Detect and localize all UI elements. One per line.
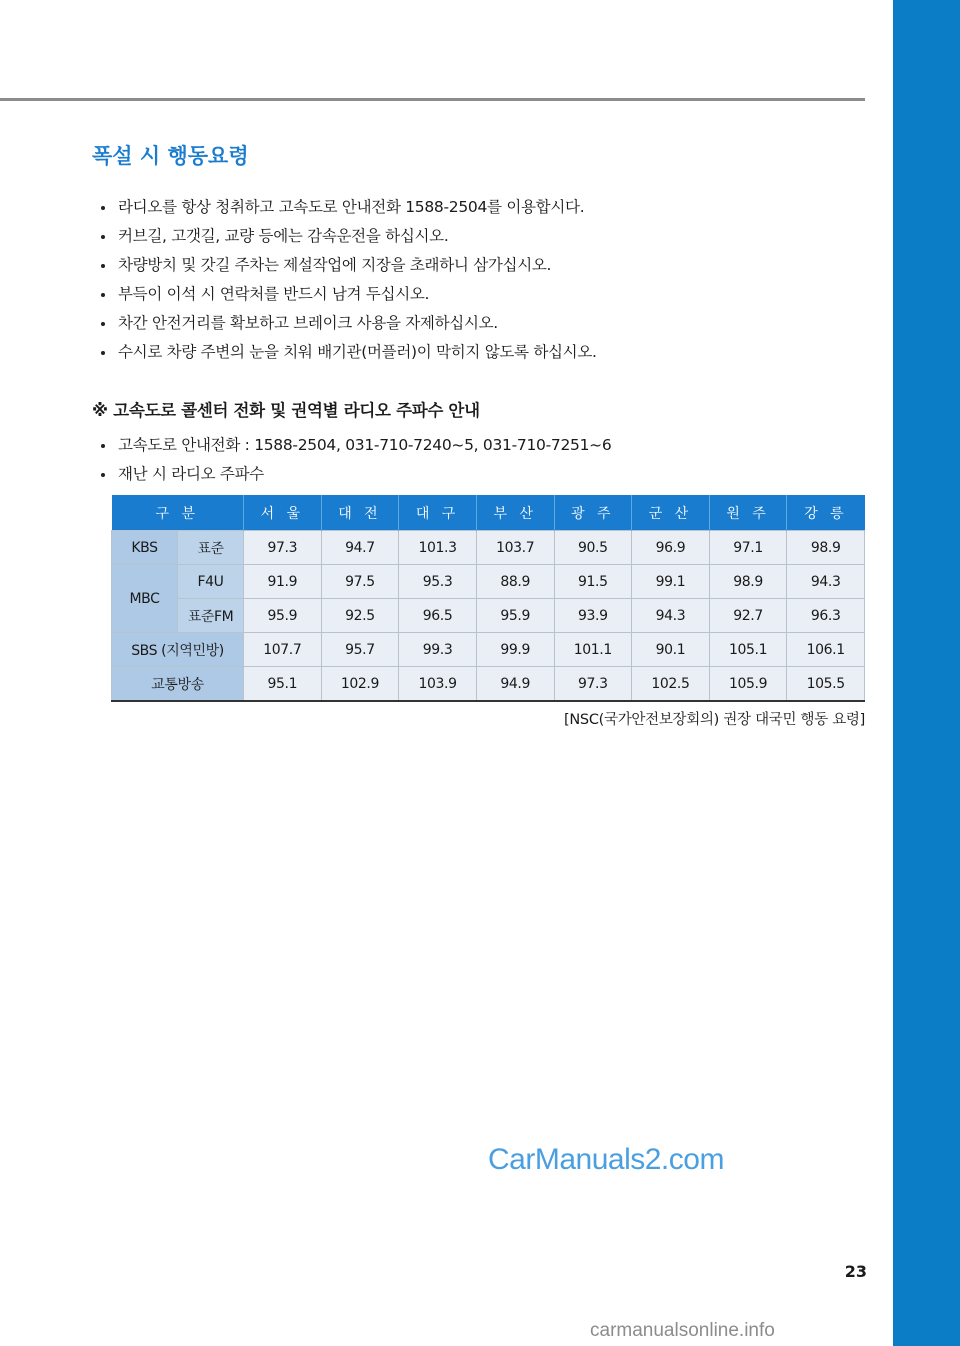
- header-cell: 대 구: [399, 495, 477, 531]
- row-sub-label: 표준: [178, 531, 244, 565]
- radio-frequency-table: [111, 495, 865, 702]
- bullet-dot: [101, 206, 105, 210]
- table-cell: 91.9: [244, 565, 322, 599]
- list-item-text: 차간 안전거리를 확보하고 브레이크 사용을 자제하십시오.: [118, 314, 498, 332]
- section-title: 폭설 시 행동요령: [92, 144, 249, 168]
- row-group-label: MBC: [112, 565, 178, 633]
- radio-info-subtitle: ※ 고속도로 콜센터 전화 및 권역별 라디오 주파수 안내: [92, 401, 480, 420]
- table-cell: 95.1: [244, 667, 322, 702]
- header-cell: 원 주: [709, 495, 787, 531]
- table-cell: 102.9: [321, 667, 399, 702]
- table-cell: 103.7: [476, 531, 554, 565]
- table-row: [112, 531, 865, 565]
- list-item-text: 수시로 차량 주변의 눈을 치워 배기관(머플러)이 막히지 않도록 하십시오.: [118, 343, 597, 361]
- table-cell: 96.9: [632, 531, 710, 565]
- row-sub-label: F4U: [178, 565, 244, 599]
- table-cell: 98.9: [709, 565, 787, 599]
- table-cell: 103.9: [399, 667, 477, 702]
- table-cell: 92.7: [709, 599, 787, 633]
- table-cell: 97.5: [321, 565, 399, 599]
- list-item-text: 고속도로 안내전화 : 1588-2504, 031-710-7240~5, 031-710-7251~6: [118, 436, 612, 454]
- table-cell: 94.7: [321, 531, 399, 565]
- table-cell: 88.9: [476, 565, 554, 599]
- table-cell: 95.9: [244, 599, 322, 633]
- table-cell: 106.1: [787, 633, 865, 667]
- table-row: [112, 667, 865, 702]
- bullet-dot: [101, 351, 105, 355]
- table-cell: 105.1: [709, 633, 787, 667]
- table-cell: 105.9: [709, 667, 787, 702]
- table-header-row: [112, 495, 865, 531]
- list-item-text: 부득이 이석 시 연락처를 반드시 남겨 두십시오.: [118, 285, 430, 303]
- bullet-dot: [101, 444, 105, 448]
- header-cell: 군 산: [632, 495, 710, 531]
- table-cell: 102.5: [632, 667, 710, 702]
- list-item: [92, 222, 597, 251]
- header-cell: 대 전: [321, 495, 399, 531]
- table-row: [112, 599, 865, 633]
- bullet-dot: [101, 264, 105, 268]
- table-cell: 96.5: [399, 599, 477, 633]
- list-item-text: 커브길, 고갯길, 교량 등에는 감속운전을 하십시오.: [118, 227, 449, 245]
- list-item: [92, 338, 597, 367]
- header-cell: 서 울: [244, 495, 322, 531]
- table-cell: 92.5: [321, 599, 399, 633]
- source-caption: [NSC(국가안전보장회의) 권장 대국민 행동 요령]: [564, 712, 865, 728]
- list-item: [92, 460, 611, 489]
- list-item-text: 라디오를 항상 청취하고 고속도로 안내전화 1588-2504를 이용합시다.: [118, 198, 585, 216]
- table-cell: 90.1: [632, 633, 710, 667]
- list-item-text: 차량방치 및 갓길 주차는 제설작업에 지장을 초래하니 삼가십시오.: [118, 256, 552, 274]
- table-cell: 94.9: [476, 667, 554, 702]
- table-cell: 94.3: [632, 599, 710, 633]
- list-item: [92, 193, 597, 222]
- table-cell: 101.3: [399, 531, 477, 565]
- header-cell: 광 주: [554, 495, 632, 531]
- table-cell: 99.9: [476, 633, 554, 667]
- table-cell: 98.9: [787, 531, 865, 565]
- bullet-dot: [101, 322, 105, 326]
- row-group-label: KBS: [112, 531, 178, 565]
- safety-tips-list: [92, 193, 597, 367]
- page-number: 23: [844, 1262, 867, 1281]
- header-cell: 강 릉: [787, 495, 865, 531]
- table-cell: 107.7: [244, 633, 322, 667]
- footer-watermark: carmanualsonline.info: [590, 1320, 775, 1341]
- bullet-dot: [101, 293, 105, 297]
- list-item: [92, 431, 611, 460]
- table-cell: 105.5: [787, 667, 865, 702]
- table-cell: 99.3: [399, 633, 477, 667]
- table-cell: 93.9: [554, 599, 632, 633]
- list-item-text: 재난 시 라디오 주파수: [118, 465, 264, 483]
- row-group-label: 교통방송: [112, 667, 244, 702]
- watermark-logo: CarManuals2.com: [488, 1143, 724, 1176]
- row-sub-label: 표준FM: [178, 599, 244, 633]
- table-cell: 94.3: [787, 565, 865, 599]
- contact-info-list: [92, 431, 611, 489]
- table-cell: 91.5: [554, 565, 632, 599]
- header-cell: 구 분: [112, 495, 244, 531]
- table-cell: 95.9: [476, 599, 554, 633]
- side-color-bar: [893, 0, 960, 1346]
- table-cell: 97.1: [709, 531, 787, 565]
- top-divider: [0, 98, 865, 101]
- list-item: [92, 280, 597, 309]
- table-cell: 99.1: [632, 565, 710, 599]
- table-cell: 95.7: [321, 633, 399, 667]
- table-cell: 97.3: [554, 667, 632, 702]
- table-row: [112, 633, 865, 667]
- list-item: [92, 309, 597, 338]
- table-cell: 101.1: [554, 633, 632, 667]
- table-cell: 97.3: [244, 531, 322, 565]
- bullet-dot: [101, 473, 105, 477]
- table-row: [112, 565, 865, 599]
- table-cell: 90.5: [554, 531, 632, 565]
- bullet-dot: [101, 235, 105, 239]
- table-cell: 96.3: [787, 599, 865, 633]
- row-group-label: SBS (지역민방): [112, 633, 244, 667]
- header-cell: 부 산: [476, 495, 554, 531]
- table-cell: 95.3: [399, 565, 477, 599]
- list-item: [92, 251, 597, 280]
